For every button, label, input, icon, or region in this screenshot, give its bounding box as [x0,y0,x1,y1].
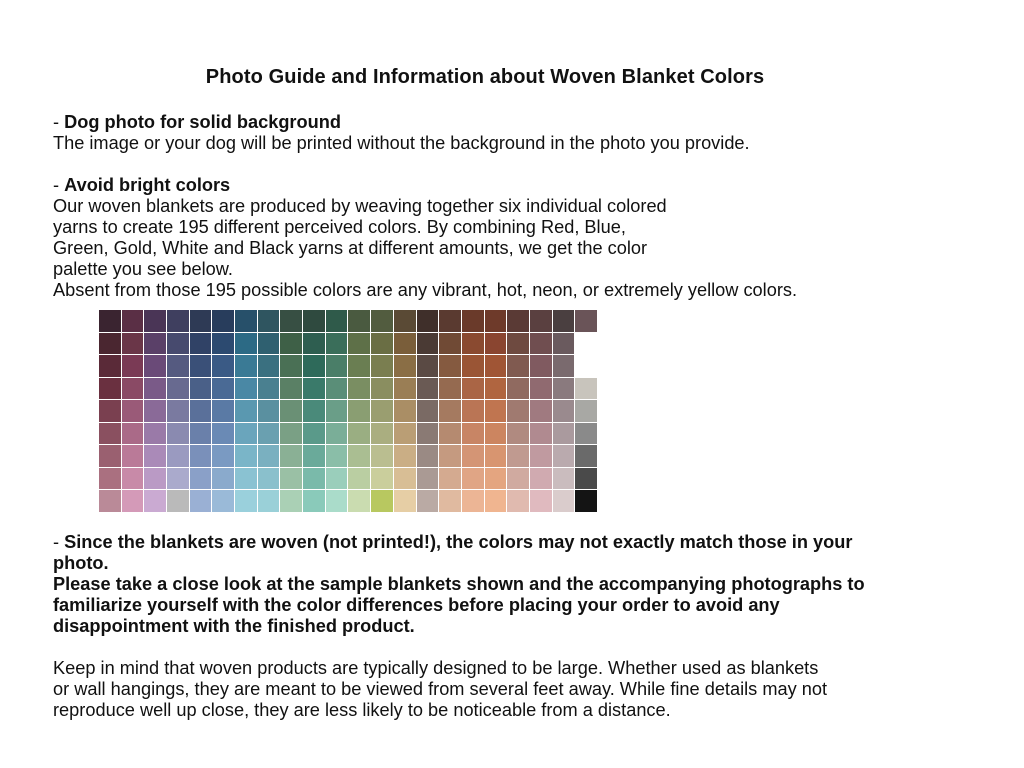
notice-line: Please take a close look at the sample blankets shown and the accompanying photographs to [53,574,865,594]
color-swatch [212,333,234,355]
color-swatch [258,468,280,490]
color-swatch [394,468,416,490]
color-swatch [190,355,212,377]
color-swatch [417,333,439,355]
body-line: Green, Gold, White and Black yarns at different amounts, we get the color [53,238,648,258]
color-swatch [122,378,144,400]
color-swatch [235,490,257,512]
color-swatch [212,423,234,445]
color-swatch [190,468,212,490]
color-swatch [553,333,575,355]
color-swatch [371,378,393,400]
color-swatch [462,490,484,512]
color-swatch [167,355,189,377]
color-swatch [326,355,348,377]
color-swatch [326,310,348,332]
color-swatch [575,378,597,400]
color-swatch [167,423,189,445]
color-swatch [394,445,416,467]
color-swatch [190,378,212,400]
color-swatch [258,445,280,467]
color-swatch [212,400,234,422]
color-swatch [575,310,597,332]
color-swatch [485,445,507,467]
color-swatch [371,445,393,467]
color-swatch [530,445,552,467]
color-swatch [167,490,189,512]
section-keep-in-mind [53,658,983,721]
color-swatch [530,468,552,490]
color-swatch [326,445,348,467]
color-swatch [212,490,234,512]
color-swatch [99,355,121,377]
color-swatch [485,378,507,400]
color-swatch [371,468,393,490]
color-swatch [122,423,144,445]
color-swatch [235,423,257,445]
color-swatch [235,378,257,400]
color-swatch [575,400,597,422]
body-line: reproduce well up close, they are less likely to be noticeable from a distance. [53,700,671,720]
color-swatch [190,400,212,422]
color-swatch [122,355,144,377]
color-swatch [371,310,393,332]
notice-line: disappointment with the finished product. [53,616,415,636]
color-swatch [485,400,507,422]
color-swatch [280,400,302,422]
color-swatch [439,400,461,422]
color-swatch [144,423,166,445]
color-swatch [235,355,257,377]
color-swatch [235,310,257,332]
color-swatch [326,423,348,445]
color-swatch [575,445,597,467]
color-swatch [280,333,302,355]
bullet-dash: - [53,532,65,552]
color-swatch [485,333,507,355]
color-swatch [507,333,529,355]
color-swatch [348,355,370,377]
color-swatch [303,400,325,422]
color-swatch [462,333,484,355]
color-swatch [417,355,439,377]
notice-line: photo. [53,553,109,573]
color-swatch [348,423,370,445]
color-swatch [439,378,461,400]
color-swatch [462,445,484,467]
color-swatch [371,490,393,512]
color-swatch [280,423,302,445]
color-swatch [144,333,166,355]
color-swatch [326,490,348,512]
color-swatch [394,378,416,400]
body-line: or wall hangings, they are meant to be viewed from several feet away. While fine details may not [53,679,828,699]
color-swatch [167,333,189,355]
color-swatch [507,310,529,332]
color-swatch [394,355,416,377]
color-swatch [439,490,461,512]
color-swatch [167,468,189,490]
color-swatch [280,490,302,512]
color-swatch [439,468,461,490]
color-swatch [507,468,529,490]
color-swatch [326,468,348,490]
color-swatch [258,423,280,445]
color-swatch [485,490,507,512]
color-swatch [439,423,461,445]
color-swatch [303,378,325,400]
color-swatch [417,400,439,422]
color-swatch [553,310,575,332]
color-swatch [326,378,348,400]
color-swatch [144,490,166,512]
page-title: Photo Guide and Information about Woven Blanket Colors [205,66,765,88]
color-swatch [348,333,370,355]
color-swatch [144,468,166,490]
color-swatch [258,378,280,400]
color-swatch [122,445,144,467]
body-line: Keep in mind that woven products are typically designed to be large. Whether used as blankets [53,658,819,678]
color-swatch [553,423,575,445]
color-swatch [439,445,461,467]
color-swatch [371,400,393,422]
color-swatch [417,423,439,445]
color-swatch [99,378,121,400]
section-heading-line [53,175,983,196]
section-heading: Avoid bright colors [64,175,231,195]
bullet-dash: - [53,175,65,195]
section-dog-photo [53,112,983,154]
color-swatch [575,333,597,355]
color-swatch [462,310,484,332]
color-swatch [235,445,257,467]
color-swatch [575,355,597,377]
color-swatch [258,333,280,355]
color-swatch [235,400,257,422]
color-swatch [212,445,234,467]
section-woven-notice [53,532,983,637]
color-swatch [394,333,416,355]
notice-line [53,532,983,553]
color-swatch [303,445,325,467]
notice-line: familiarize yourself with the color differences before placing your order to avoid any [53,595,780,615]
color-swatch [190,333,212,355]
body-line: yarns to create 195 different perceived colors. By combining Red, Blue, [53,217,626,237]
color-swatch [303,490,325,512]
color-swatch [485,468,507,490]
color-swatch [371,423,393,445]
color-swatch [144,310,166,332]
color-swatch [235,468,257,490]
color-swatch [530,333,552,355]
color-swatch [144,355,166,377]
color-swatch [417,445,439,467]
color-swatch [485,310,507,332]
color-swatch [507,490,529,512]
color-swatch [99,423,121,445]
color-swatch [485,423,507,445]
color-swatch [99,468,121,490]
color-swatch [348,310,370,332]
color-swatch [280,445,302,467]
color-swatch [280,310,302,332]
color-swatch [99,333,121,355]
section-avoid-bright-colors [53,175,983,301]
color-swatch [553,445,575,467]
color-swatch [530,490,552,512]
section-heading-line [53,112,983,133]
color-swatch [371,333,393,355]
color-swatch [462,378,484,400]
color-swatch [553,355,575,377]
color-swatch [122,333,144,355]
color-swatch [507,378,529,400]
color-swatch [553,468,575,490]
color-swatch [280,378,302,400]
color-swatch [348,445,370,467]
color-swatch [394,400,416,422]
color-swatch [530,378,552,400]
color-swatch [417,378,439,400]
color-swatch [417,468,439,490]
color-swatch [553,490,575,512]
color-swatch [575,423,597,445]
color-swatch [167,378,189,400]
color-swatch [167,445,189,467]
color-swatch [258,355,280,377]
color-swatch [122,400,144,422]
color-swatch [553,378,575,400]
color-swatch [394,310,416,332]
color-swatch [303,333,325,355]
color-swatch [190,445,212,467]
color-swatch [303,355,325,377]
color-swatch [530,400,552,422]
color-swatch [553,400,575,422]
color-swatch [417,310,439,332]
color-swatch [144,378,166,400]
body-line: The image or your dog will be printed without the background in the photo you provide. [53,133,750,153]
color-swatch [417,490,439,512]
color-swatch [144,445,166,467]
color-swatch [326,333,348,355]
color-swatch [280,468,302,490]
color-swatch [507,445,529,467]
color-swatch [99,445,121,467]
color-swatch [258,310,280,332]
color-swatch [348,378,370,400]
body-line: Absent from those 195 possible colors are any vibrant, hot, neon, or extremely yellow colors. [53,280,798,300]
body-line: palette you see below. [53,259,233,279]
color-swatch [212,378,234,400]
color-swatch [144,400,166,422]
color-swatch [394,490,416,512]
color-swatch [439,310,461,332]
color-swatch [575,468,597,490]
color-swatch [303,310,325,332]
color-swatch [122,310,144,332]
color-swatch [530,310,552,332]
color-swatch [394,423,416,445]
color-swatch [462,400,484,422]
color-swatch [212,355,234,377]
color-swatch [99,490,121,512]
color-swatch [122,490,144,512]
color-swatch [485,355,507,377]
section-heading: Dog photo for solid background [64,112,341,132]
notice-text: Since the blankets are woven (not printed!), the colors may not exactly match those in your [64,532,853,552]
color-swatch [190,490,212,512]
color-swatch [99,310,121,332]
color-swatch [99,400,121,422]
color-swatch [439,355,461,377]
color-swatch [167,400,189,422]
color-swatch [507,400,529,422]
color-swatch [575,490,597,512]
color-swatch [212,468,234,490]
color-swatch [303,423,325,445]
color-swatch [122,468,144,490]
body-line: Our woven blankets are produced by weaving together six individual colored [53,196,667,216]
color-swatch [212,310,234,332]
color-swatch [439,333,461,355]
color-swatch [190,423,212,445]
color-swatch [530,423,552,445]
color-swatch [507,423,529,445]
color-swatch [348,490,370,512]
color-swatch [303,468,325,490]
color-palette-swatches [99,310,597,512]
color-swatch [235,333,257,355]
color-swatch [167,310,189,332]
color-swatch [462,423,484,445]
color-swatch [258,400,280,422]
color-swatch [530,355,552,377]
color-swatch [190,310,212,332]
color-swatch [280,355,302,377]
color-swatch [371,355,393,377]
color-swatch [348,468,370,490]
color-swatch [348,400,370,422]
color-swatch [462,355,484,377]
color-swatch [326,400,348,422]
color-swatch [507,355,529,377]
color-swatch [462,468,484,490]
bullet-dash: - [53,112,65,132]
color-swatch [258,490,280,512]
